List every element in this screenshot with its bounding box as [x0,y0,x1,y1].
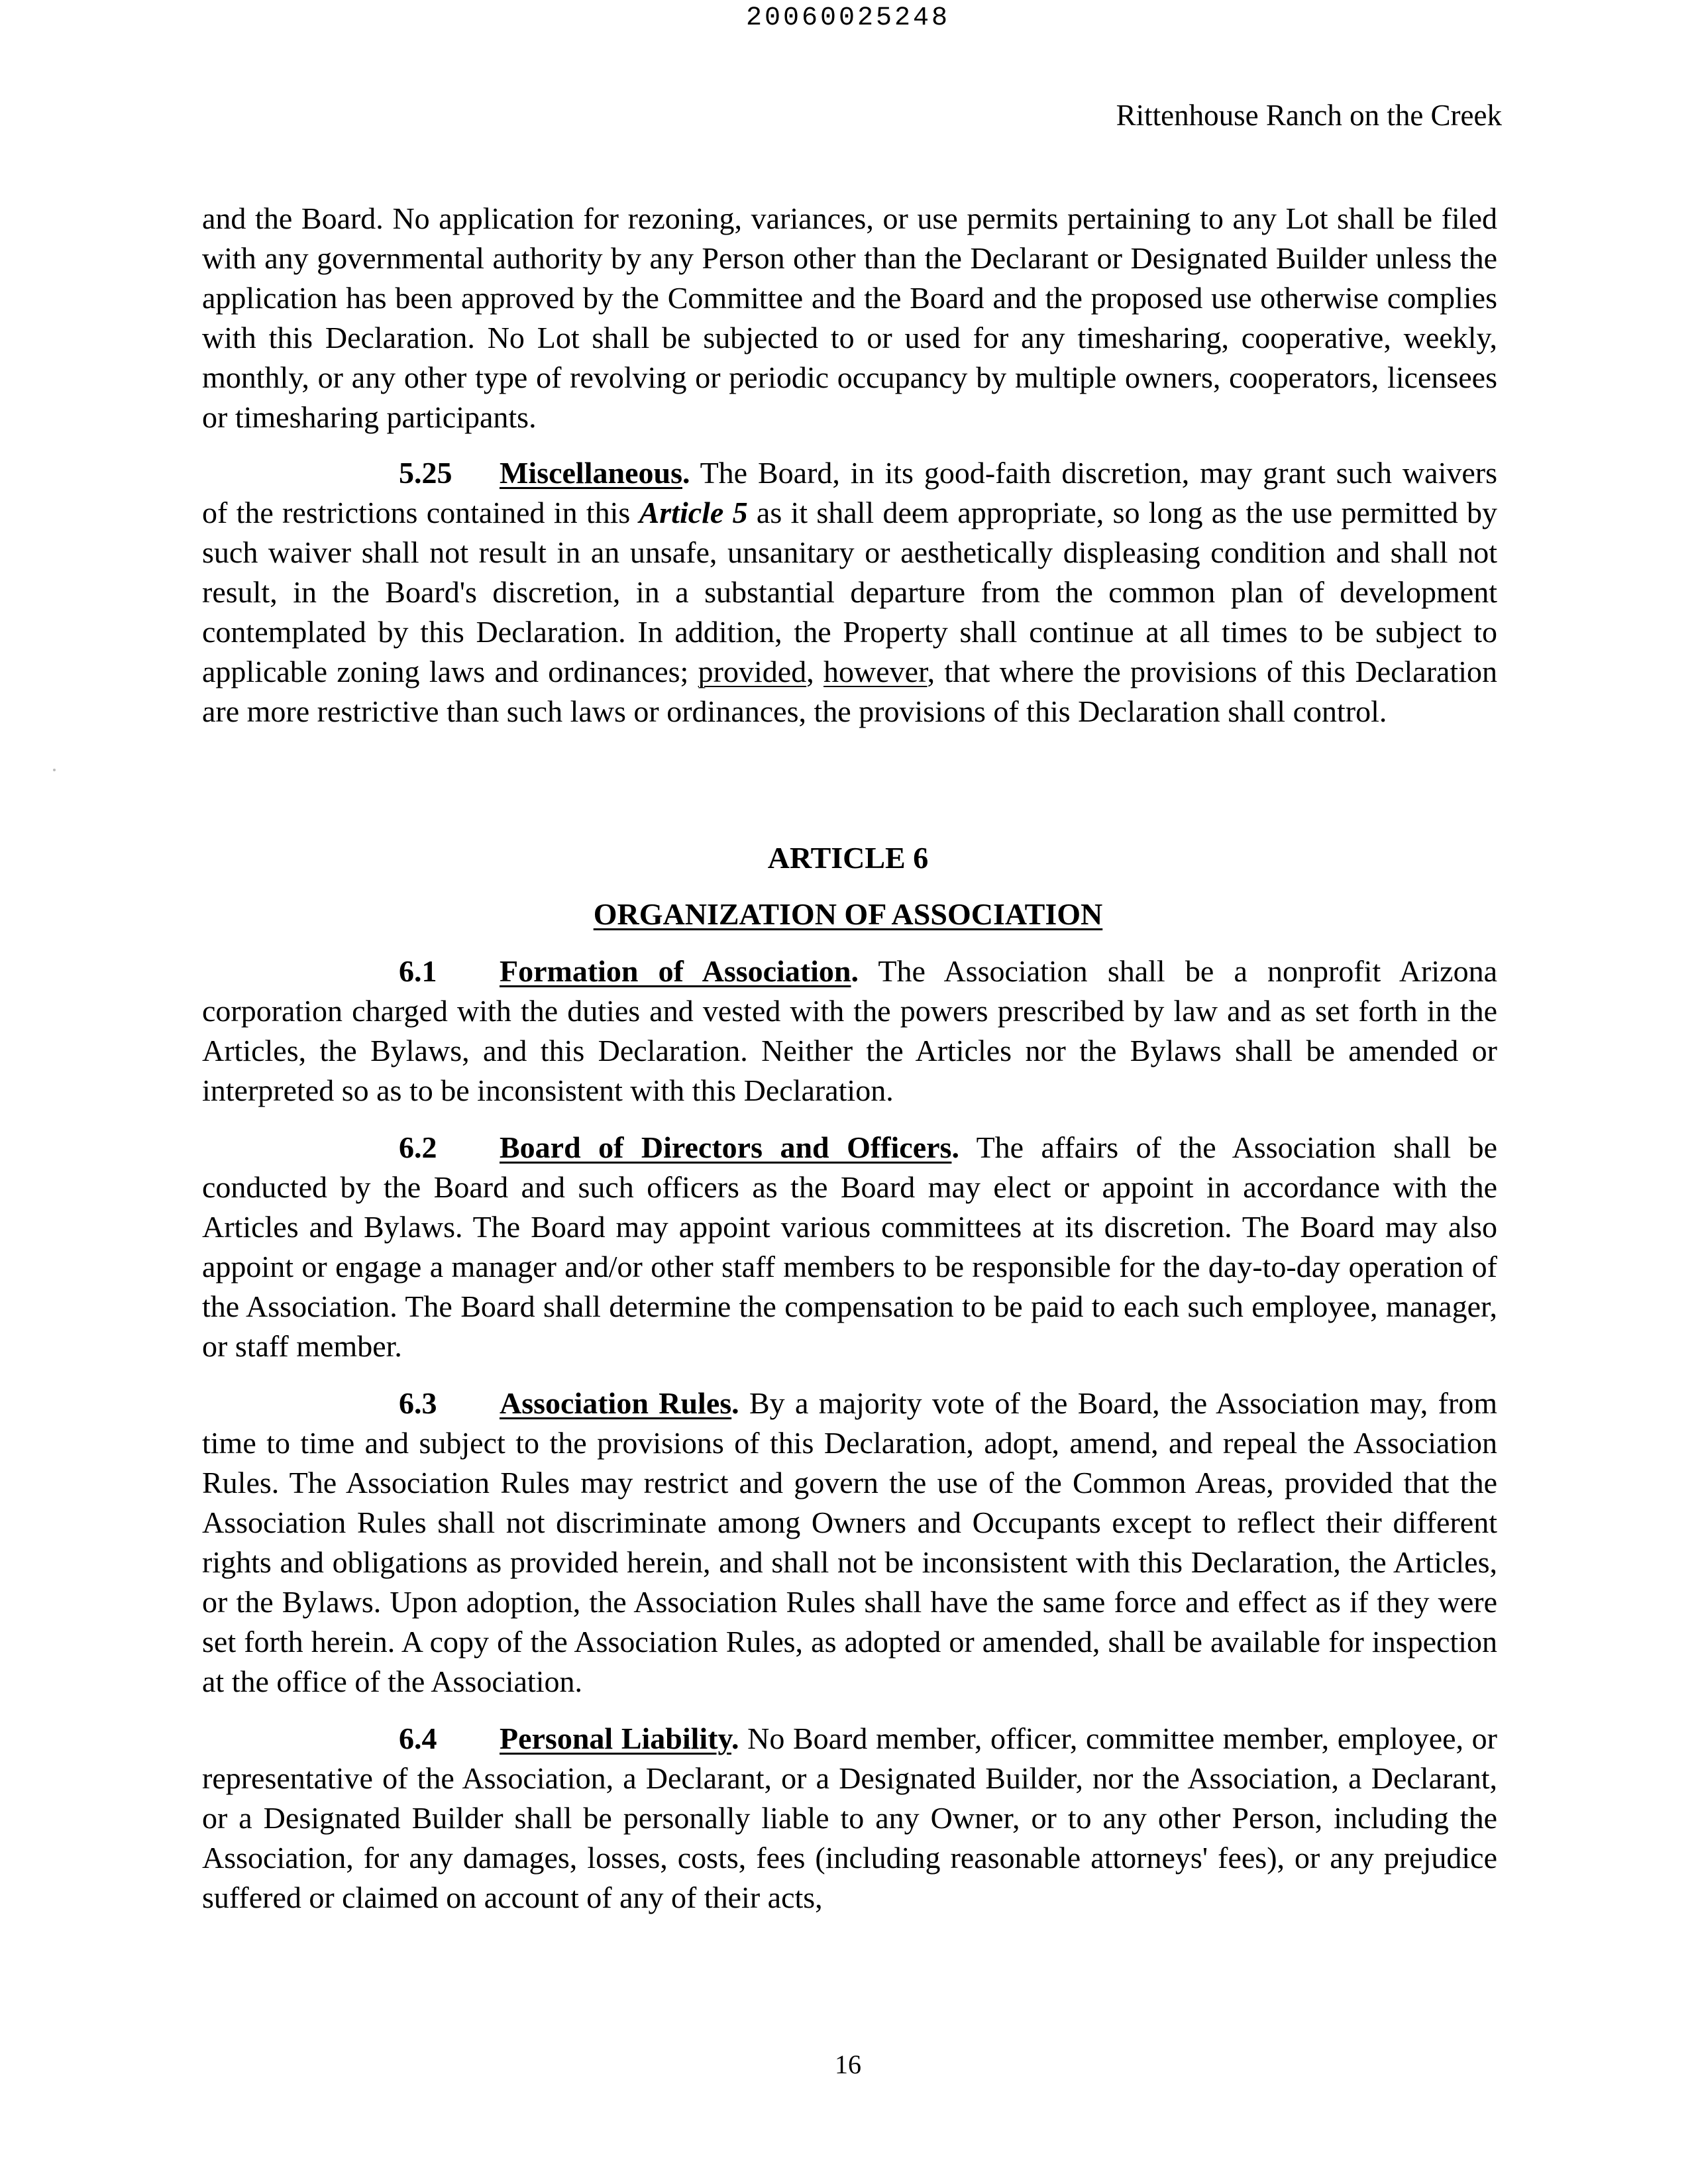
section-number: 6.4 [399,1721,437,1755]
title-period: . [731,1386,739,1420]
recording-number-stamp: 20060025248 [745,3,951,33]
section-number: 6.1 [399,954,437,988]
article-6-sections [202,952,1497,1918]
section-number: 6.3 [399,1386,437,1420]
title-period: . [851,954,859,988]
section-6-2 [202,1128,1497,1366]
section-6-1 [202,952,1497,1111]
provided-term: provided [698,655,807,688]
section-text: No Board member, officer, committee member, employee, or representative of the Association, a Declarant, or a Designated Builder, nor the Association, a Declarant, or a Designated Builder shall be personally liable to any Owner, or to any other Person, including the Association, for any damages, losses, costs, fees (including reasonable attorneys' fees), or any prejudice suffered or claimed on account of any of their acts, [202,1721,1497,1914]
section-title: Association Rules [500,1386,732,1420]
article-heading: ARTICLE 6 [767,841,929,875]
section-text: The Association shall be a nonprofit Arizona corporation charged with the duties and vested with the powers prescribed by law and as set forth in the Articles, the Bylaws, and this Declaration. Neither the Articles nor the Bylaws shall be amended or interpreted so as to be inconsistent with this Declaration. [202,954,1497,1107]
section-title: Miscellaneous [500,456,682,490]
title-period: . [951,1130,959,1164]
section-title: Formation of Association [500,954,851,988]
running-header: Rittenhouse Ranch on the Creek [1116,99,1502,132]
section-text-part-2: as it shall deem appropriate, so long as the use permitted by such waiver shall not result in an unsafe, unsanitary or aesthetically displeasing condition and shall not result, in the Board's discretion, in a substantial departure from the common plan of development contemplated by this Declaration. In addition, the Property shall continue at all times to be subject to applicable zoning laws and ordinances; [202,496,1497,688]
article-5-continuation [202,199,1497,732]
section-number: 5.25 [399,456,452,490]
section-6-3 [202,1384,1497,1702]
comma-separator: , [806,655,824,688]
section-text-part-3: , that where the provisions of this Declaration are more restrictive than such laws or ordinances, the provisions of this Declaration shall control. [202,655,1497,728]
section-6-4 [202,1719,1497,1918]
section-number: 6.2 [399,1130,437,1164]
section-text: The affairs of the Association shall be conducted by the Board and such officers as the Board may elect or appoint in accordance with the Articles and Bylaws. The Board may appoint various committees at its discretion. The Board may also appoint or engage a manager and/or other staff members to be responsible for the day-to-day operation of the Association. The Board shall determine the compensation to be paid to each such employee, manager, or staff member. [202,1130,1497,1363]
title-period: . [731,1721,739,1755]
scan-speck [53,769,56,771]
however-term: however [823,655,928,688]
continuation-paragraph: and the Board. No application for rezoning, variances, or use permits pertaining to any Lot shall be filed with any governmental authority by any Person other than the Declarant or Designated Builder unless the application has been approved by the Committee and the Board and the proposed use otherwise complies with this Declaration. No Lot shall be subjected to or used for any timesharing, cooperative, weekly, monthly, or any other type of revolving or periodic occupancy by multiple owners, cooperators, licensees or timesharing participants. [202,201,1497,434]
title-period: . [682,456,690,490]
section-text-part-1: The Board, in its good-faith discretion, may grant such waivers of the restrictions contained in this [202,456,1497,529]
page-number: 16 [835,2049,861,2079]
article-title-text: ORGANIZATION OF ASSOCIATION [593,897,1103,931]
article-title [0,895,1696,934]
section-title: Board of Directors and Officers [500,1130,952,1164]
section-title: Personal Liability [500,1721,731,1755]
section-5-25 [202,453,1497,732]
article-reference: Article 5 [639,496,748,529]
section-text: By a majority vote of the Board, the Association may, from time to time and subject to the provisions of this Declaration, adopt, amend, and repeal the Association Rules. The Association Rules may restrict and govern the use of the Common Areas, provided that the Association Rules shall not discriminate among Owners and Occupants except to reflect their different rights and obligations as provided herein, and shall not be inconsistent with this Declaration, the Articles, or the Bylaws. Upon adoption, the Association Rules shall have the same force and effect as if they were set forth herein. A copy of the Association Rules, as adopted or amended, shall be available for inspection at the office of the Association. [202,1386,1497,1698]
